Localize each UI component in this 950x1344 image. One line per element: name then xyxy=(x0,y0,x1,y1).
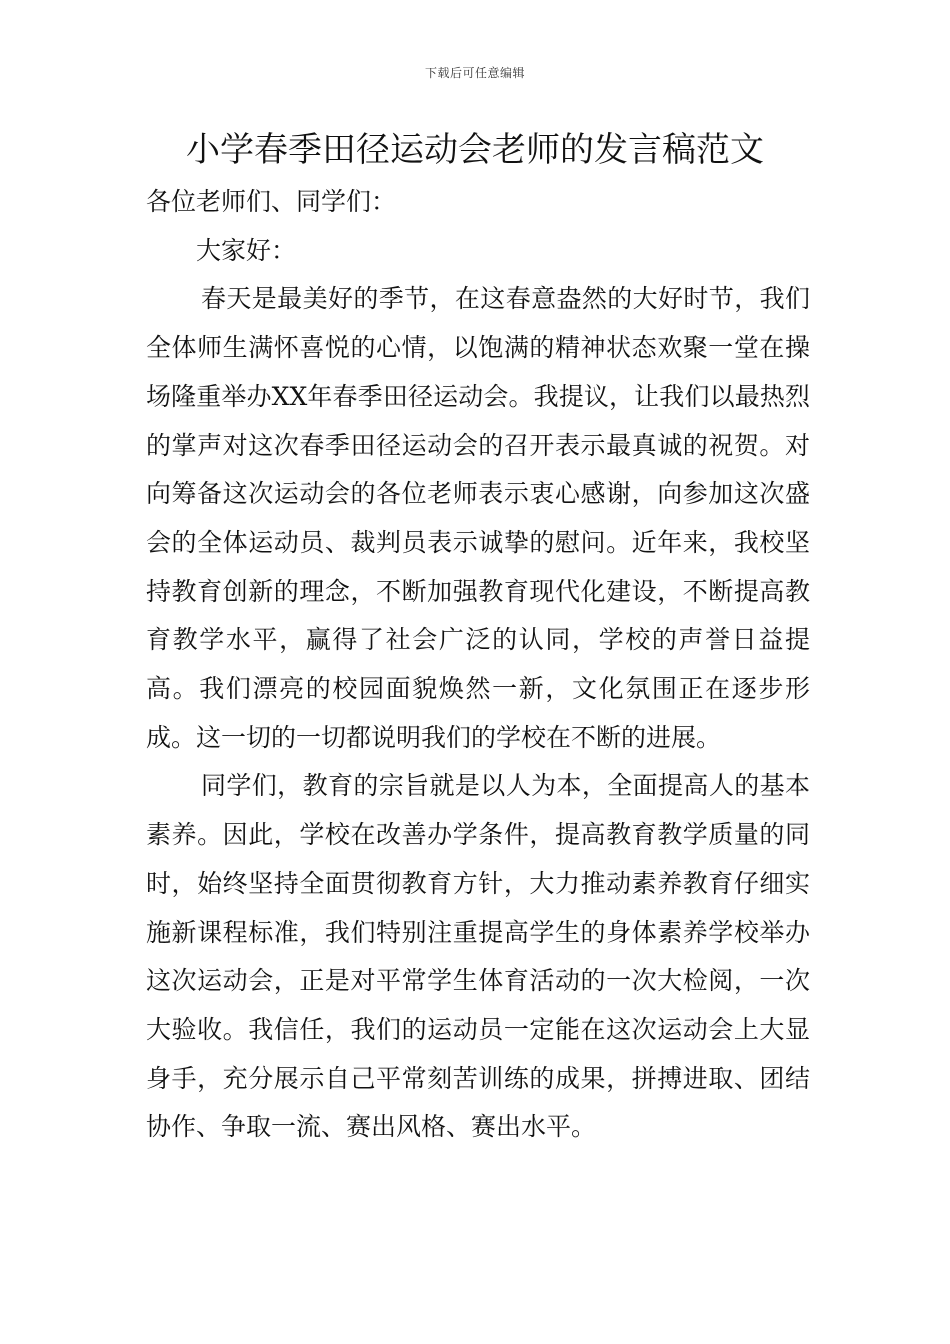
salutation: 各位老师们、同学们： xyxy=(146,187,397,216)
document-title: 小学春季田径运动会老师的发言稿范文 xyxy=(186,130,764,170)
paragraph-1: 春天是最美好的季节，在这春意盎然的大好时节，我们全体师生满怀喜悦的心情，以饱满的精神状态欢聚一堂在操场隆重举办XX年春季田径运动会。我提议，让我们以最热烈的掌声对这次春季田径运动会的召开表示最真诚的祝贺。对向筹备这次运动会的各位老师表示衷心感谢，向参加这次盛会的全体运动员、裁判员表示诚挚的慰问。近年来，我校坚持教育创新的理念，不断加强教育现代化建设，不断提高教育教学水平，赢得了社会广泛的认同，学校的声誉日益提高。我们漂亮的校园面貌焕然一新，文化氛围正在逐步形成。这一切的一切都说明我们的学校在不断的进展。 xyxy=(146,284,810,752)
paragraph-2: 同学们，教育的宗旨就是以人为本，全面提高人的基本素养。因此，学校在改善办学条件，提高教育教学质量的同时，始终坚持全面贯彻教育方针，大力推动素养教育仔细实施新课程标准，我们特别注重提高学生的身体素养学校举办这次运动会，正是对平常学生体育活动的一次大检阅，一次大验收。我信任，我们的运动员一定能在这次运动会上大显身手，充分展示自己平常刻苦训练的成果，拼搏进取、团结协作、争取一流、赛出风格、赛出水平。 xyxy=(146,771,810,1142)
document-body xyxy=(146,178,810,1152)
greeting: 大家好： xyxy=(196,235,297,265)
header-note: 下载后可任意编辑 xyxy=(424,66,525,80)
